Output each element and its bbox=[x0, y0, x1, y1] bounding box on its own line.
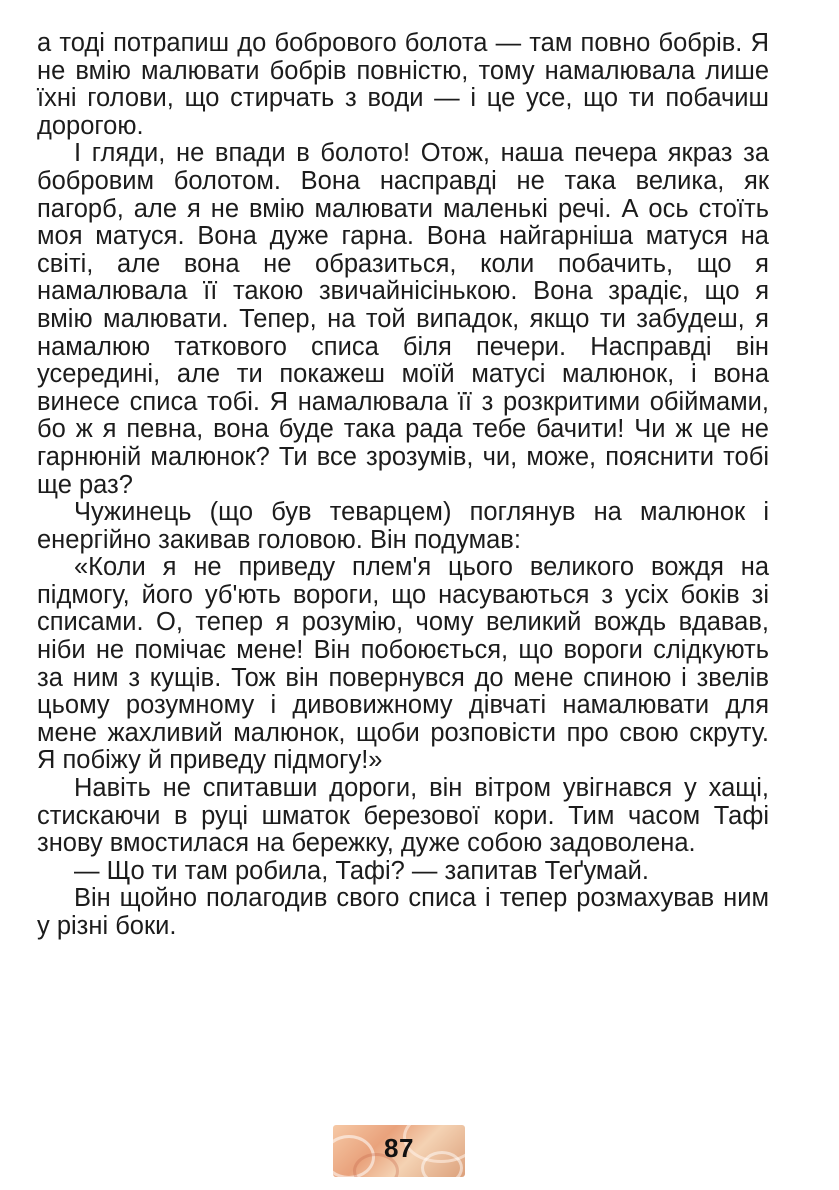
paragraph-4: «Коли я не приведу плем'я цього великого вождя на підмогу, його уб'ють вороги, що насуваються з усіх боків зі списами. О, тепер я розумію, чому великий вождь вдавав, ніби не помічає мене! Він побоюється, що вороги слідкують за ним з кущів. Тож він повернувся до мене спиною і звелів цьому розумному і дивовижному дівчаті намалювати для мене жахливий малюнок, щоби розповісти про свою скруту. Я побіжу й приведу підмогу!» bbox=[37, 553, 769, 775]
paragraph-6: — Що ти там робила, Тафі? — запитав Теґумай. bbox=[74, 856, 649, 885]
page-body-text bbox=[37, 30, 769, 941]
paragraph-3: Чужинець (що був теварцем) поглянув на малюнок і енергійно закивав головою. Він подумав: bbox=[37, 498, 769, 554]
page-number-ornament bbox=[333, 1125, 465, 1177]
page-number: 87 bbox=[384, 1133, 414, 1163]
paragraph-7: Він щойно полагодив свого списа і тепер розмахував ним у різні боки. bbox=[37, 884, 769, 940]
paragraph-1: а тоді потрапиш до бобрового болота — там повно бобрів. Я не вмію малювати бобрів повністю, тому намалювала лише їхні голови, що стирчать з води — і це усе, що ти побачиш дорогою. bbox=[37, 29, 769, 140]
paragraph-5: Навіть не спитавши дороги, він вітром увігнався у хащі, стискаючи в руці шматок березової кори. Тим часом Тафі знову вмостилася на бережку, дуже собою задоволена. bbox=[37, 774, 769, 858]
paragraph-2: І гляди, не впади в болото! Отож, наша печера якраз за бобровим болотом. Вона насправді не така велика, як пагорб, але я не вмію малювати маленькі речі. А ось стоїть моя матуся. Вона дуже гарна. Вона найгарніша матуся на світі, але вона не образиться, коли побачить, що я намалювала її такою звичайнісінькою. Вона зрадіє, що я вмію малювати. Тепер, на той випадок, якщо ти забудеш, я намалюю таткового списа біля печери. Насправді він усередині, але ти покажеш моїй матусі малюнок, і вона винесе списа тобі. Я намалювала її з розкритими обіймами, бо ж я певна, вона буде така рада тебе бачити! Чи ж це не гарнюній малюнок? Ти все зрозумів, чи, може, пояснити тобі ще раз? bbox=[37, 139, 769, 499]
